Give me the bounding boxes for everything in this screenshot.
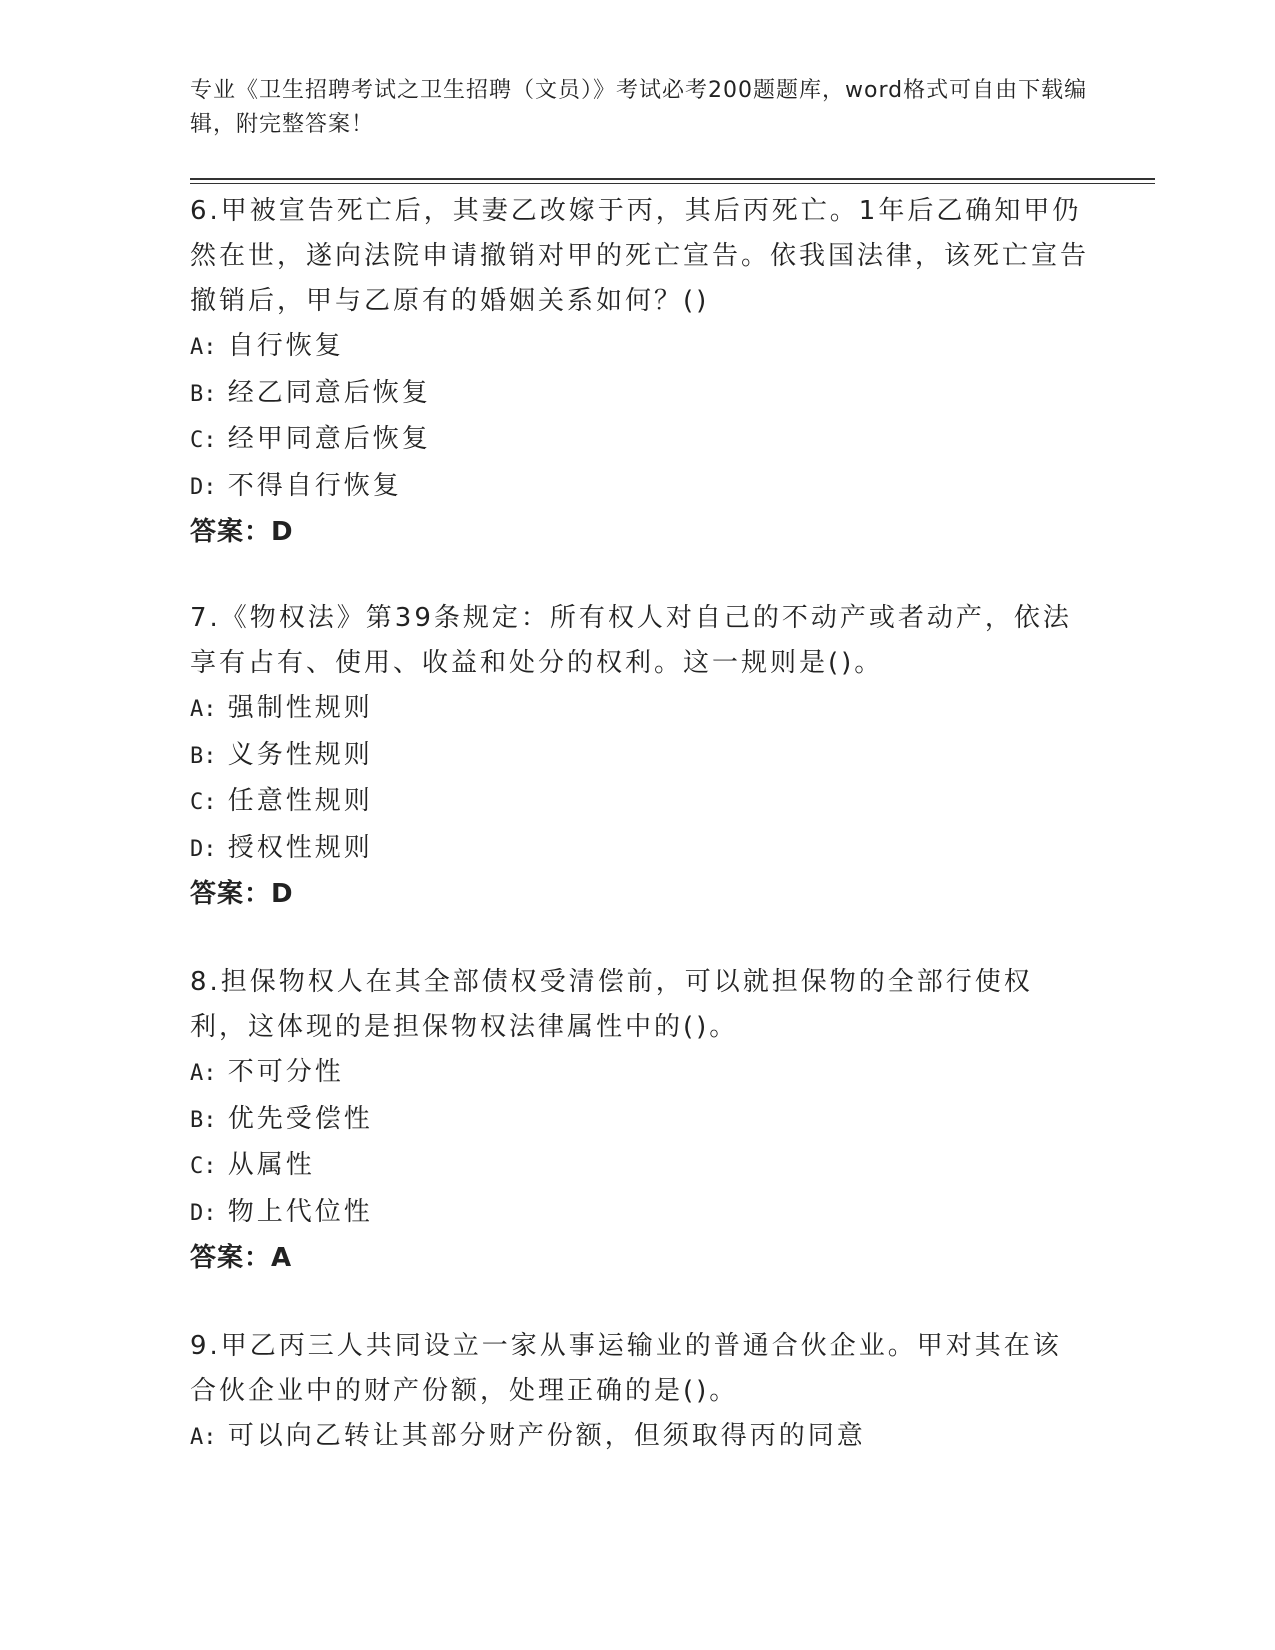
answer-label: 答案：A xyxy=(190,1243,293,1273)
question-stem: 9.甲乙丙三人共同设立一家从事运输业的普通合伙企业。甲对其在该合伙企业中的财产份额，处理正确的是()。 xyxy=(190,1331,1062,1406)
answer-label: 答案：D xyxy=(190,879,294,909)
question-7 xyxy=(190,596,1090,917)
option-letter: B: xyxy=(190,381,217,407)
option-b xyxy=(190,1097,1090,1144)
option-text: 经甲同意后恢复 xyxy=(227,424,431,454)
option-letter: A: xyxy=(190,697,217,722)
option-letter: B: xyxy=(190,1107,217,1133)
option-a xyxy=(190,1050,1090,1097)
option-text: 强制性规则 xyxy=(227,693,373,723)
option-a xyxy=(190,1414,1090,1461)
option-d xyxy=(190,464,1090,511)
option-d xyxy=(190,1190,1090,1237)
option-text: 经乙同意后恢复 xyxy=(227,377,431,408)
option-letter: B: xyxy=(190,743,217,769)
option-letter: A: xyxy=(190,1425,217,1450)
option-letter: A: xyxy=(190,1061,217,1086)
option-letter: D: xyxy=(190,836,217,862)
question-8 xyxy=(190,960,1090,1281)
header-divider xyxy=(190,178,1155,180)
option-text: 物上代位性 xyxy=(227,1196,373,1227)
option-text: 从属性 xyxy=(227,1150,315,1180)
option-c xyxy=(190,779,1090,826)
answer-label: 答案：D xyxy=(190,517,294,547)
option-a xyxy=(190,324,1090,371)
option-c xyxy=(190,1143,1090,1190)
option-text: 不可分性 xyxy=(227,1057,344,1087)
option-letter: C: xyxy=(190,790,217,815)
option-letter: C: xyxy=(190,428,217,453)
question-stem: 6.甲被宣告死亡后，其妻乙改嫁于丙，其后丙死亡。1年后乙确知甲仍然在世，遂向法院申请撤销对甲的死亡宣告。依我国法律，该死亡宣告撤销后，甲与乙原有的婚姻关系如何？() xyxy=(190,196,1090,316)
option-b xyxy=(190,371,1090,418)
option-d xyxy=(190,826,1090,873)
option-c xyxy=(190,417,1090,464)
option-letter: A: xyxy=(190,335,217,360)
option-text: 不得自行恢复 xyxy=(227,470,402,501)
option-letter: D: xyxy=(190,1200,217,1226)
document-header: 专业《卫生招聘考试之卫生招聘（文员）》考试必考200题题库，word格式可自由下载编辑，附完整答案！ xyxy=(190,78,1088,137)
option-list xyxy=(190,1414,1090,1461)
option-text: 优先受偿性 xyxy=(227,1103,373,1134)
option-text: 任意性规则 xyxy=(227,786,373,816)
option-letter: C: xyxy=(190,1154,217,1179)
question-9 xyxy=(190,1324,1090,1461)
option-list xyxy=(190,1050,1090,1236)
header-divider-thin xyxy=(190,183,1155,184)
question-stem: 7.《物权法》第39条规定：所有权人对自己的不动产或者动产，依法享有占有、使用、收益和处分的权利。这一规则是()。 xyxy=(190,603,1072,678)
option-text: 义务性规则 xyxy=(227,739,373,770)
question-6 xyxy=(190,189,1090,555)
question-stem: 8.担保物权人在其全部债权受清偿前，可以就担保物的全部行使权利，这体现的是担保物权法律属性中的()。 xyxy=(190,967,1033,1042)
option-letter: D: xyxy=(190,474,217,500)
option-text: 授权性规则 xyxy=(227,832,373,863)
option-text: 自行恢复 xyxy=(227,331,344,361)
option-a xyxy=(190,686,1090,733)
option-text: 可以向乙转让其部分财产份额，但须取得丙的同意 xyxy=(227,1421,866,1451)
option-b xyxy=(190,733,1090,780)
option-list xyxy=(190,324,1090,510)
option-list xyxy=(190,686,1090,872)
